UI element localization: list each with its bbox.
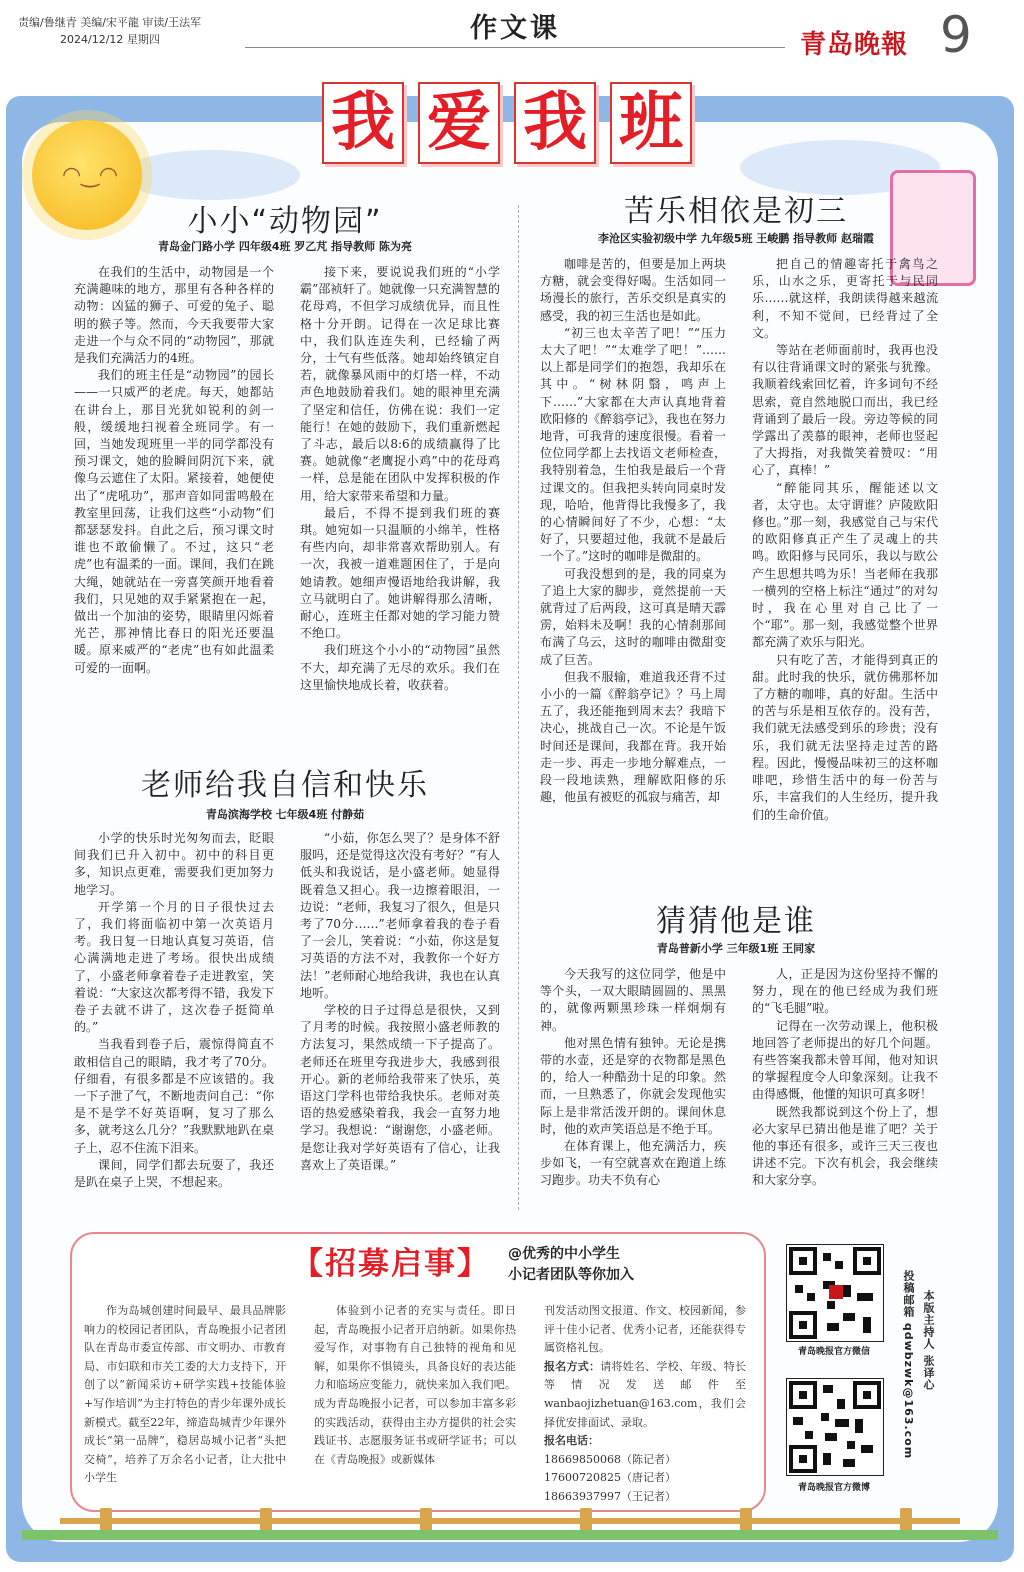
paragraph: “初三也太辛苦了吧！”“压力太大了吧！”“太难学了吧！”……以上都是同学们的抱怨，我却乐在其中。“树林阴翳，鸣声上下……”大家都在大声认真地背着欧阳修的《醉翁亭记》，我也在努力地背，可我背的速度很慢。看着一位位同学都上去找语文老师检查，我特别着急，生怕我是最后一个背过课文的。但我把头转向同桌时发现，哈哈，他背得比我慢多了，我的心情瞬间好了不少，心想：“太好了，只要超过他，我就不是最后一个了。”这时的咖啡是微甜的。 (540, 325, 726, 564)
article-byline: 青岛金门路小学 四年级4班 罗乙芃 指导教师 陈为亮 (158, 240, 412, 253)
paragraph: 小学的快乐时光匆匆而去，眨眼间我们已升入初中。初中的科目更多，知识点更难，需要我们更加努力地学习。 (74, 831, 274, 897)
banner-char: 我 (322, 82, 404, 164)
weibo-qr-code[interactable] (786, 1378, 884, 1476)
paragraph: 学校的日子过得总是很快，又到了月考的时候。我按照小盛老师教的方法复习，果然成绩一下子提高了。老师还在班里夸我进步大，我感到很开心。新的老师给我带来了快乐，英语这门学科也带给我快乐。老师对英语的热爱感染着我，我会一直努力地学习。我想说：“谢谢您，小盛老师。是您让我对学好英语有了信心，让我喜欢上了英语课。” (300, 1003, 500, 1172)
sun-face-icon: ◠‿◠ (62, 163, 119, 188)
qr-pattern-icon (787, 1245, 883, 1341)
banner-char: 我 (514, 82, 596, 164)
article-title: 苦乐相依是初三 (624, 194, 848, 229)
page-header (0, 0, 1024, 70)
article-byline: 青岛普新小学 三年级1班 王同家 (656, 942, 816, 955)
recruitment-title: 【招募启事】 (292, 1246, 490, 1282)
weibo-qr-caption: 青岛晚报官方微博 (797, 1483, 870, 1493)
submission-email[interactable]: 投稿邮箱 qdwbzwk@163.com (902, 1270, 915, 1460)
header-credits (18, 14, 201, 48)
paragraph: 我们的班主任是“动物园”的园长——一只威严的老虎。每天，她都站在讲台上，那目光犹如锐利的剑一般，缓缓地扫视着全班同学。有一回，当她发现班里一半的同学都没有预习课文，她的脸瞬间阴沉下来，就像乌云遮住了太阳。紧接着，她便使出了“虎吼功”，那声音如同雷鸣般在教室里回荡，让我们这些“小动物”们都瑟瑟发抖。自此之后，预习课文时谁也不敢偷懒了。不过，这只“老虎”也有温柔的一面。课间，我们在跳大绳，她就站在一旁喜笑颜开地看着我们，只见她的双手紧紧抱在一起，做出一个加油的姿势，眼睛里闪烁着光芒，那神情比春日的阳光还要温暖。原来威严的“老虎”也有如此温柔可爱的一面啊。 (74, 368, 274, 675)
article-title: 小小“动物园” (187, 204, 383, 239)
banner-char: 班 (610, 82, 692, 164)
paragraph: 作为岛城创建时间最早、最具品牌影响力的校园记者团队，青岛晚报小记者团队在青岛市委宣传部、市文明办、市教育局、市妇联和市关工委的大力支持下，开创了以“新闻采访+研学实践+技能体验+写作培训”为主打特色的青少年课外成长新模式。截至22年，缔造岛城青少年课外成长“第一品牌”，稳居岛城小记者“头把交椅”，培养了万余名小记者，让大批中小学生 (84, 1304, 286, 1485)
paragraph: 今天我写的这位同学，他是中等个头，一双大眼睛圆圆的、黑黑的，就像两颗黑珍珠一样炯炯有神。 (540, 967, 726, 1033)
paragraph: 可我没想到的是，我的同桌为了追上大家的脚步，竟然提前一天就背过了后两段，这可真是晴天霹雳，始料未及啊！我的心情刹那间布满了乌云，这时的咖啡由微甜变成了巨苦。 (540, 566, 726, 667)
article-byline: 李沧区实验初级中学 九年级5班 王峻鹏 指导教师 赵瑞霞 (598, 232, 874, 245)
method-text: 请将姓名、学校、年级、特长等情况发送邮件至wanbaojizhetuan@163.com，我们会择优安排面试、录取。 (544, 1359, 746, 1429)
article-column (300, 264, 500, 734)
section-title: 作文课 (470, 13, 560, 44)
paragraph: 在我们的生活中，动物园是一个充满趣味的地方，那里有各种各样的动物：凶猛的狮子、可爱的兔子、聪明的猴子等。然而，今天我要带大家走进一个与众不同的“动物园”，那就是我们充满活力的4班。 (74, 265, 274, 366)
paragraph: 接下来，要说说我们班的“小学霸”邵祯轩了。她就像一只充满智慧的花母鸡，不但学习成绩优异，而且性格十分开朗。记得在一次足球比赛中，我们队连连失利，已经输了两分，士气有些低落。她却始终镇定自若，就像暴风雨中的灯塔一样，不动声色地鼓励着我们。她的眼神里充满了坚定和信任，仿佛在说：我们一定能行！在她的鼓励下，我们重新燃起了斗志，最后以8:6的成绩赢得了比赛。她就像“老鹰捉小鸡”中的花母鸡一样，总是能在团队中发挥积极的作用，给大家带来希望和力量。 (300, 265, 500, 503)
page-number: 9 (940, 6, 972, 64)
editors-line: 责编/鲁继青 美编/宋平龍 审读/王法军 (18, 16, 202, 29)
paragraph: 但我不服输，难道我还背不过小小的一篇《醉翁亭记》？马上周五了，我还能拖到周末去？我暗下决心，挑战自己一次。不论是午饭时间还是课间，我都在背。我开始走一步、再走一步地分解难点，一段一段地读熟，理解欧阳修的乐趣，他虽有被贬的孤寂与痛苦，却 (540, 669, 726, 805)
recruitment-column (544, 1302, 746, 1502)
paragraph: “醉能同其乐，醒能述以文者，太守也。太守谓谁？庐陵欧阳修也。”那一刻，我感觉自己与宋代的欧阳修真正产生了灵魂上的共鸣。欧阳修与民同乐，我以与欧公产生思想共鸣为乐！当老师在我那一横列的空格上标注“通过”的对勾时，我在心里对自己比了一个“耶”。那一刻，我感觉整个世界都充满了欢乐与阳光。 (752, 480, 938, 650)
recruitment-subtitle-line: 小记者团队等你加入 (508, 1267, 634, 1283)
phone-label: 报名电话： (544, 1434, 599, 1448)
article-byline: 青岛滨海学校 七年级4班 付静茹 (205, 808, 365, 821)
article-title: 老师给我自信和快乐 (141, 768, 429, 803)
paragraph: 当我看到卷子后，震惊得简直不敢相信自己的眼睛，我才考了70分。仔细看，有很多都是不应该错的。我一下子泄了气，不断地责问自己：“你是不是学不好英语啊，复习了那么多，就考这么几分？”我默默地趴在桌子上，忍不住流下泪来。 (74, 1037, 274, 1155)
qr-pattern-icon (787, 1379, 883, 1475)
article-column (74, 264, 274, 734)
article-column (752, 256, 938, 876)
article-column (752, 966, 938, 1211)
grass-decoration (22, 1530, 998, 1540)
article-column (540, 966, 726, 1211)
cloud-decoration (120, 150, 300, 200)
banner-title (322, 82, 702, 162)
column-divider (518, 205, 519, 1210)
paragraph: 我们班这个小小的“动物园”虽然不大，却充满了无尽的欢乐。我们在这里愉快地成长着，收获着。 (300, 643, 500, 692)
paragraph: 刊发活动图文报道、作文、校园新闻，参评十佳小记者、优秀小记者，还能获得专属资格礼包。 (544, 1304, 746, 1355)
recruitment-column (314, 1302, 516, 1492)
fence-rail (60, 1518, 960, 1524)
paragraph: 最后，不得不提到我们班的赛琪。她宛如一只温顺的小绵羊，性格有些内向，却非常喜欢帮助别人。有一次，我被一道难题困住了，于是向她请教。她细声慢语地给我讲解，我立马就明白了。她讲解得那么清晰，耐心，连班主任都对她的学习能力赞不绝口。 (300, 505, 500, 641)
article-column (74, 830, 274, 1210)
paragraph: 等站在老师面前时，我再也没有以往背诵课文时的紧张与犹豫。我顺着线索回忆着，许多词句不经思索，竟自然地脱口而出，我已经背诵到了最后一段。旁边等候的同学露出了羡慕的眼神，老师也竖起了大拇指，对我微笑着赞叹：“用心了，真棒！” (752, 343, 938, 478)
recruitment-subtitle-line: @优秀的中小学生 (508, 1246, 620, 1262)
recruitment-column (84, 1302, 286, 1492)
newspaper-logo: 青岛晚報 (800, 30, 909, 60)
banner-char: 爱 (418, 82, 500, 164)
phone-number: 18663937997（王记者） (544, 1489, 676, 1502)
paragraph: 开学第一个月的日子很快过去了，我们将面临初中第一次英语月考。我日复一日地认真复习英语，信心满满地走进了考场。很快出成绩了，小盛老师拿着卷子走进教室，笑着说：“大家这次都考得不错，我发下卷子去就不讲了，这次卷子挺简单的。” (74, 899, 274, 1035)
phone-number: 17600720825（唐记者） (544, 1471, 676, 1485)
article-title: 猜猜他是谁 (656, 904, 816, 939)
paragraph: 人，正是因为这份坚持不懈的努力，现在的他已经成为我们班的“飞毛腿”啦。 (752, 967, 938, 1016)
paragraph: 记得在一次劳动课上，他积极地回答了老师提出的好几个问题。有些答案我都未曾耳闻，他对知识的掌握程度令人印象深刻。让我不由得感慨，他懂的知识可真多呀！ (752, 1018, 938, 1102)
article-column (540, 256, 726, 876)
paragraph: 既然我都说到这个份上了，想必大家早已猜出他是谁了吧？关于他的事还有很多，或许三天三夜也讲述不完。下次有机会，我会继续和大家分享。 (752, 1104, 938, 1188)
article-column (300, 830, 500, 1210)
paragraph: 在体育课上，他充满活力，疾步如飞，一有空就喜欢在跑道上练习跑步。功夫不负有心 (540, 1139, 726, 1188)
paragraph: 只有吃了苦，才能得到真正的甜。此时我的快乐，就仿佛那杯加了方糖的咖啡，真的好甜。生活中的苦与乐是相互依存的。没有苦，我们就无法感受到乐的珍贵；没有乐，我们就无法坚持走过苦的路程。因此，慢慢品味初三的这杯咖啡吧，珍惜生活中的每一份苦与乐，丰富我们的人生经历，提升我们的生命价值。 (752, 652, 938, 822)
host-credit: 本版主持人 张译心 (922, 1290, 935, 1391)
paragraph: “小茹，你怎么哭了？是身体不舒服吗，还是觉得这次没有考好？”有人低头和我说话，是小盛老师。她显得既着急又担心。我一边擦着眼泪，一边说：“老师，我复习了很久，但是只考了70分……”老师拿着我的卷子看了一会儿，笑着说：“小茹，你这是复习英语的方法不对，我教你一个好方法！”老师耐心地给我讲，我也在认真地听。 (300, 831, 500, 1000)
method-label: 报名方式： (544, 1359, 601, 1373)
paragraph: 课间，同学们都去玩耍了，我还是趴在桌子上哭，不想起来。 (74, 1157, 274, 1190)
paragraph: 他对黑色情有独钟。无论是携带的水壶，还是穿的衣物都是黑色的，给人一种酷劲十足的印象。然而，一旦熟悉了，你就会发现他实际上是非常活泼开朗的。课间休息时，他的欢声笑语总是不绝于耳。 (540, 1035, 726, 1136)
paragraph: 把自己的情趣寄托于禽鸟之乐，山水之乐，更寄托于与民同乐……就这样，我朗读得越来越流利，不知不觉间，已经背过了全文。 (752, 257, 938, 340)
header-rule (245, 47, 785, 48)
paragraph: 咖啡是苦的，但要是加上两块方糖，就会变得好喝。生活如同一场漫长的旅行，苦乐交织是真实的感受，我的初三生活也是如此。 (540, 257, 726, 323)
paragraph (544, 1358, 746, 1432)
paragraph: 体验到小记者的充实与责任。即日起，青岛晚报小记者开启纳新。如果你热爱写作，对事物有自己独特的视角和见解，如果你不惧镜头，具备良好的表达能力和临场应变能力，就快来加入我们吧。成为青岛晚报小记者，可以参加丰富多彩的实践活动，获得由主办方提供的社会实践证书、志愿服务证书或研学证书；可以在《青岛晚报》或新媒体 (314, 1304, 516, 1466)
wechat-qr-caption: 青岛晚报官方微信 (797, 1347, 870, 1357)
wechat-qr-code[interactable] (786, 1244, 884, 1342)
date-line: 2024/12/12 星期四 (60, 33, 160, 46)
recruitment-subtitle (508, 1244, 634, 1286)
phone-number: 18669850068（陈记者） (544, 1452, 676, 1466)
